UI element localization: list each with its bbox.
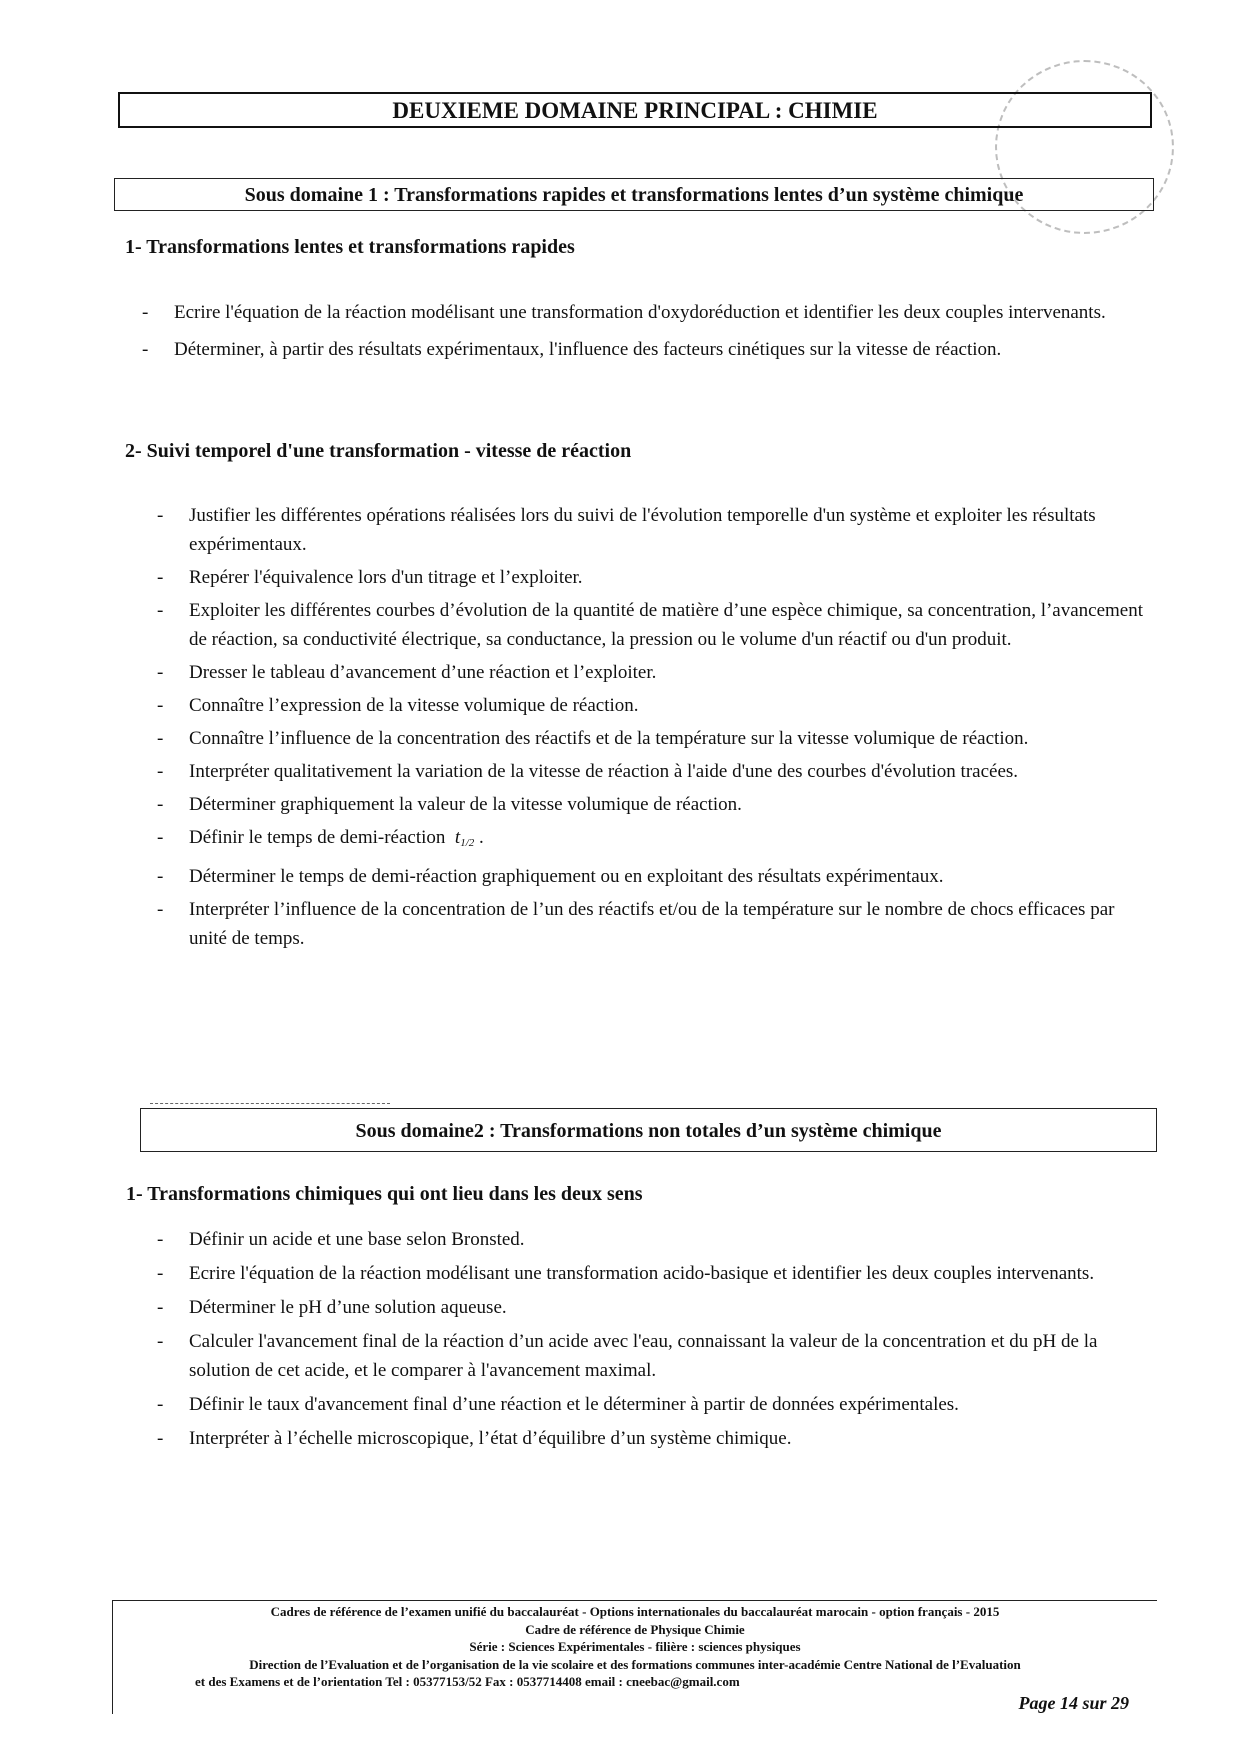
list-item: - Ecrire l'équation de la réaction modélisant une transformation d'oxydoréduction et identifier les deux couples intervenants. [120,298,1160,327]
list-item-half-time [135,823,1155,858]
sub-domain-1-title: Sous domaine 1 : Transformations rapides et transformations lentes d’un système chimique [114,178,1154,211]
half-time-subscript: 1/2 [460,837,475,849]
list-item: - Exploiter les différentes courbes d’évolution de la quantité de matière d’une espèce chimique, sa concentration, l’avancement de réaction, sa conductivité électrique, sa conductance, la pression ou le volume d'un réactif ou d'un produit. [135,596,1155,654]
divider [150,1103,390,1104]
list-item: - Interpréter qualitativement la variation de la vitesse de réaction à l'aide d'une des courbes d'évolution tracées. [135,757,1155,786]
section-heading-1-1: 1- Transformations lentes et transformations rapides [125,236,575,258]
list-item: - Déterminer graphiquement la valeur de la vitesse volumique de réaction. [135,790,1155,819]
section-heading-2-1: 1- Transformations chimiques qui ont lieu dans les deux sens [126,1183,643,1205]
section-heading-1-2: 2- Suivi temporel d'une transformation - vitesse de réaction [125,440,632,462]
footer-line-3: Série : Sciences Expérimentales - filière : sciences physiques [469,1639,801,1654]
list-item: - Calculer l'avancement final de la réaction d’un acide avec l'eau, connaissant la valeur de la concentration et du pH de la solution de cet acide, et le comparer à l'avancement maximal. [135,1327,1160,1385]
list-item: - Déterminer, à partir des résultats expérimentaux, l'influence des facteurs cinétiques sur la vitesse de réaction. [120,335,1160,364]
list-item: - Interpréter l’influence de la concentration de l’un des réactifs et/ou de la température sur le nombre de chocs efficaces par unité de temps. [135,895,1155,953]
half-time-symbol: t [454,827,461,848]
list-item: - Connaître l’expression de la vitesse volumique de réaction. [135,691,1155,720]
list-item: - Définir le taux d'avancement final d’une réaction et le déterminer à partir de données expérimentales. [135,1390,1160,1419]
section-2-1-list [135,1225,1160,1458]
footer-line-1: Cadres de référence de l’examen unifié du baccalauréat - Options internationales du baccalauréat marocain - option français - 2015 [270,1604,1000,1619]
footer-line-2: Cadre de référence de Physique Chimie [525,1621,745,1637]
list-item: - Déterminer le temps de demi-réaction graphiquement ou en exploitant des résultats expérimentaux. [135,862,1155,891]
list-item: - Dresser le tableau d’avancement d’une réaction et l’exploiter. [135,658,1155,687]
list-item: - Repérer l'équivalence lors d'un titrage et l’exploiter. [135,563,1155,592]
sub-domain-2-title: Sous domaine2 : Transformations non totales d’un système chimique [140,1108,1157,1152]
list-item: - Ecrire l'équation de la réaction modélisant une transformation acido-basique et identifier les deux couples intervenants. [135,1259,1160,1288]
list-item: - Interpréter à l’échelle microscopique, l’état d’équilibre d’un système chimique. [135,1424,1160,1453]
half-time-tail: . [474,827,484,848]
half-time-text: Définir le temps de demi-réaction [189,827,446,848]
page-title: DEUXIEME DOMAINE PRINCIPAL : CHIMIE [118,92,1152,128]
page-number: Page 14 sur 29 [1018,1692,1129,1713]
footer-line-5: et des Examens et de l’orientation Tel : 05377153/52 Fax : 0537714408 email : cneebac@gmail.com [195,1674,740,1689]
list-item: - Déterminer le pH d’une solution aqueuse. [135,1293,1160,1322]
page-footer [112,1600,1157,1714]
list-item: - Justifier les différentes opérations réalisées lors du suivi de l'évolution temporelle d'un système et exploiter les résultats expérimentaux. [135,501,1155,559]
section-1-2-list [135,501,1155,957]
list-item: - Connaître l’influence de la concentration des réactifs et de la température sur la vitesse volumique de réaction. [135,724,1155,753]
list-item: - Définir un acide et une base selon Bronsted. [135,1225,1160,1254]
section-1-1-list [120,298,1160,372]
footer-line-4: Direction de l’Evaluation et de l’organisation de la vie scolaire et des formations communes inter-académie Centre National de l’Evaluation [249,1656,1021,1672]
